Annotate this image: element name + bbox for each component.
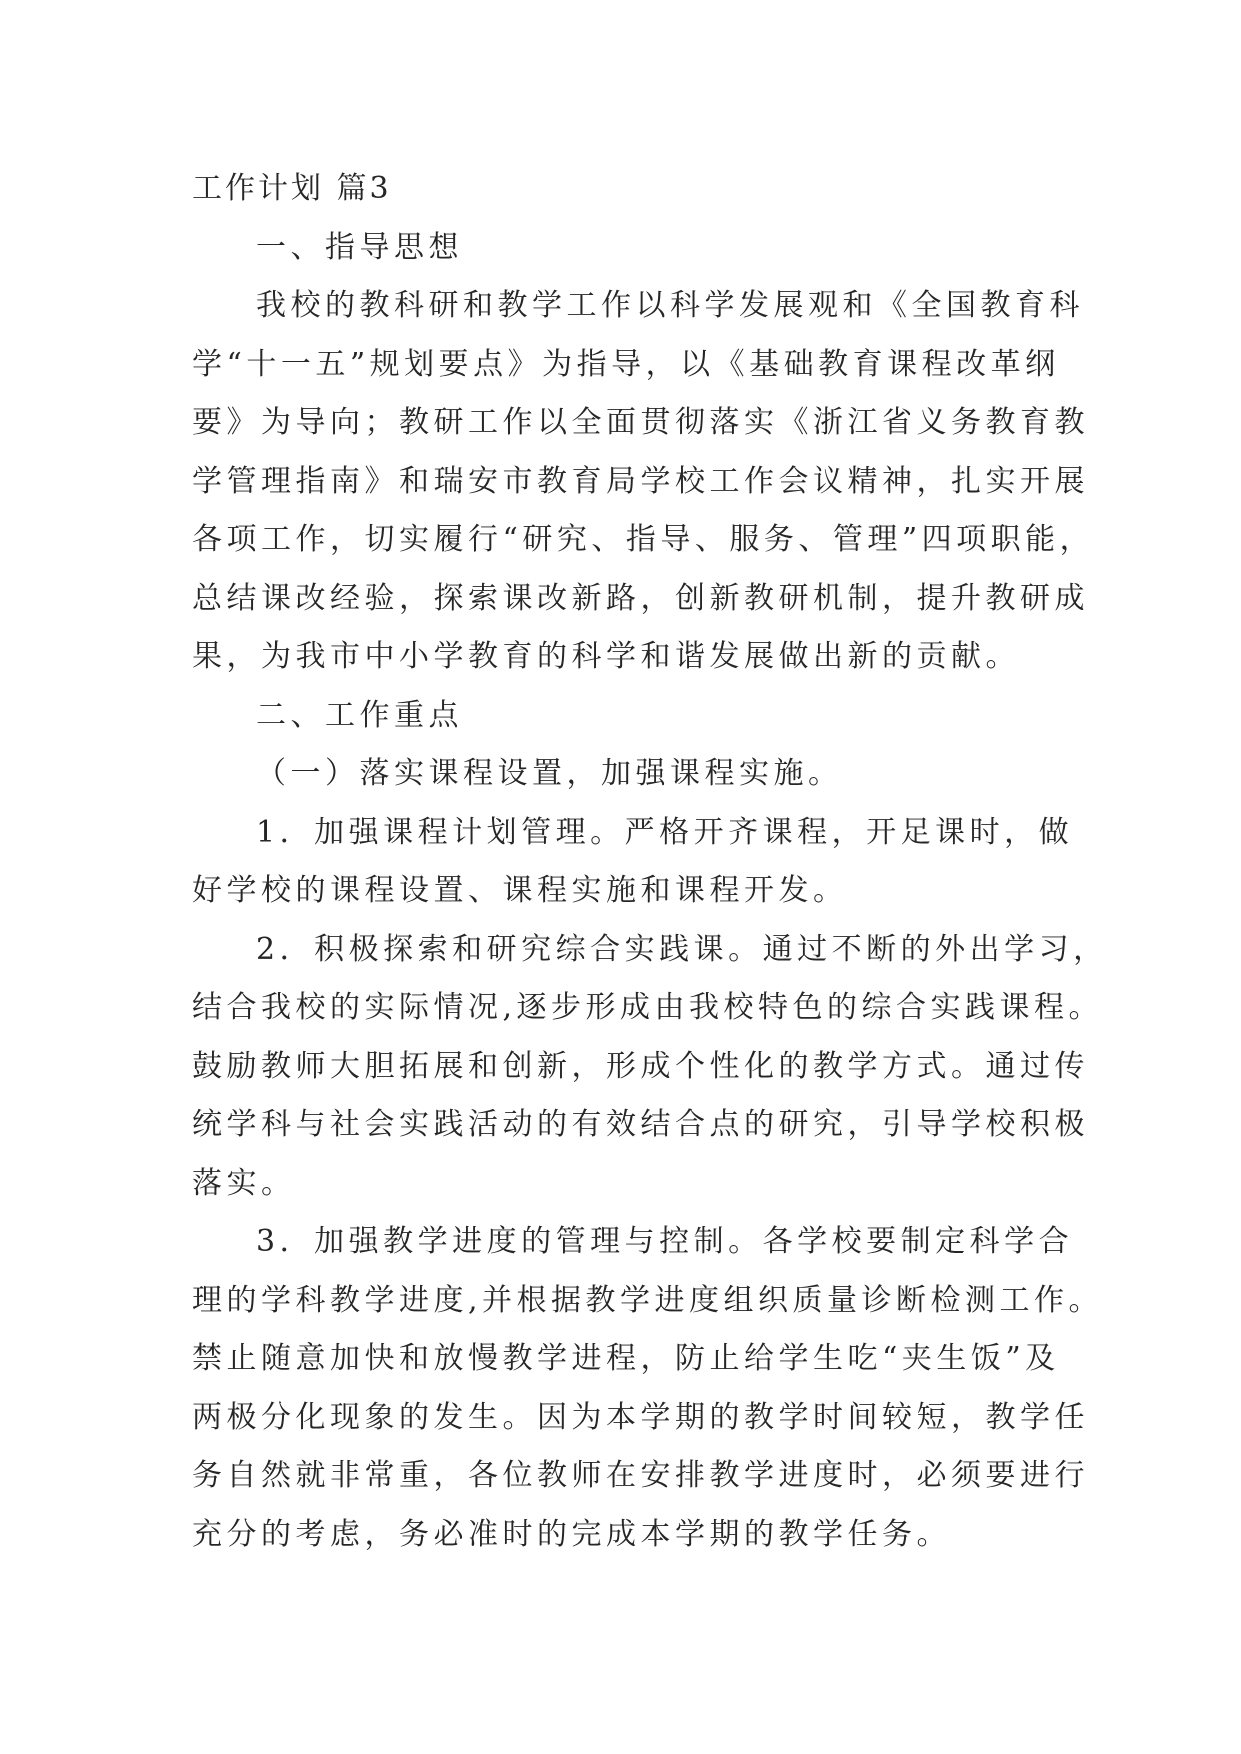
paragraph-line: 好学校的课程设置、课程实施和课程开发。: [192, 873, 848, 908]
paragraph-line: 1．加强课程计划管理。严格开齐课程，开足课时，做: [256, 814, 1074, 850]
paragraph-line: 2．积极探索和研究综合实践课。通过不断的外出学习，: [256, 931, 1108, 967]
paragraph-line: 各项工作，切实履行“研究、指导、服务、管理”四项职能，: [192, 522, 1095, 557]
paragraph-line: 落实。: [192, 1165, 296, 1201]
paragraph-line: 充分的考虑，务必准时的完成本学期的教学任务。: [192, 1516, 951, 1552]
paragraph-line: 学“十一五”规划要点》为指导，以《基础教育课程改革纲: [192, 346, 1060, 382]
paragraph-line: 结合我校的实际情况,逐步形成由我校特色的综合实践课程。: [192, 990, 1104, 1025]
subsection-heading: （一）落实课程设置，加强课程实施。: [256, 756, 843, 791]
paragraph-line: 要》为导向；教研工作以全面贯彻落实《浙江省义务教育教: [192, 405, 1089, 440]
paragraph-line: 果，为我市中小学教育的科学和谐发展做出新的贡献。: [192, 639, 1020, 674]
section-heading: 一、指导思想: [256, 229, 463, 265]
document-title: 工作计划 篇3: [192, 171, 392, 206]
paragraph-line: 鼓励教师大胆拓展和创新，形成个性化的教学方式。通过传: [192, 1048, 1089, 1084]
document-body: [192, 160, 1108, 1564]
paragraph-line: 3．加强教学进度的管理与控制。各学校要制定科学合: [256, 1224, 1074, 1259]
paragraph-line: 务自然就非常重，各位教师在安排教学进度时，必须要进行: [192, 1458, 1089, 1493]
section-heading: 二、工作重点: [256, 697, 463, 733]
paragraph-line: 理的学科教学进度,并根据教学进度组织质量诊断检测工作。: [192, 1282, 1104, 1318]
paragraph-line: 禁止随意加快和放慢教学进程，防止给学生吃“夹生饭”及: [192, 1341, 1060, 1376]
paragraph-line: 两极分化现象的发生。因为本学期的教学时间较短，教学任: [192, 1399, 1089, 1435]
paragraph-line: 我校的教科研和教学工作以科学发展观和《全国教育科: [256, 288, 1084, 323]
paragraph-line: 总结课改经验，探索课改新路，创新教研机制，提升教研成: [192, 580, 1089, 616]
paragraph-line: 学管理指南》和瑞安市教育局学校工作会议精神，扎实开展: [192, 463, 1089, 499]
paragraph-line: 统学科与社会实践活动的有效结合点的研究，引导学校积极: [192, 1107, 1089, 1142]
